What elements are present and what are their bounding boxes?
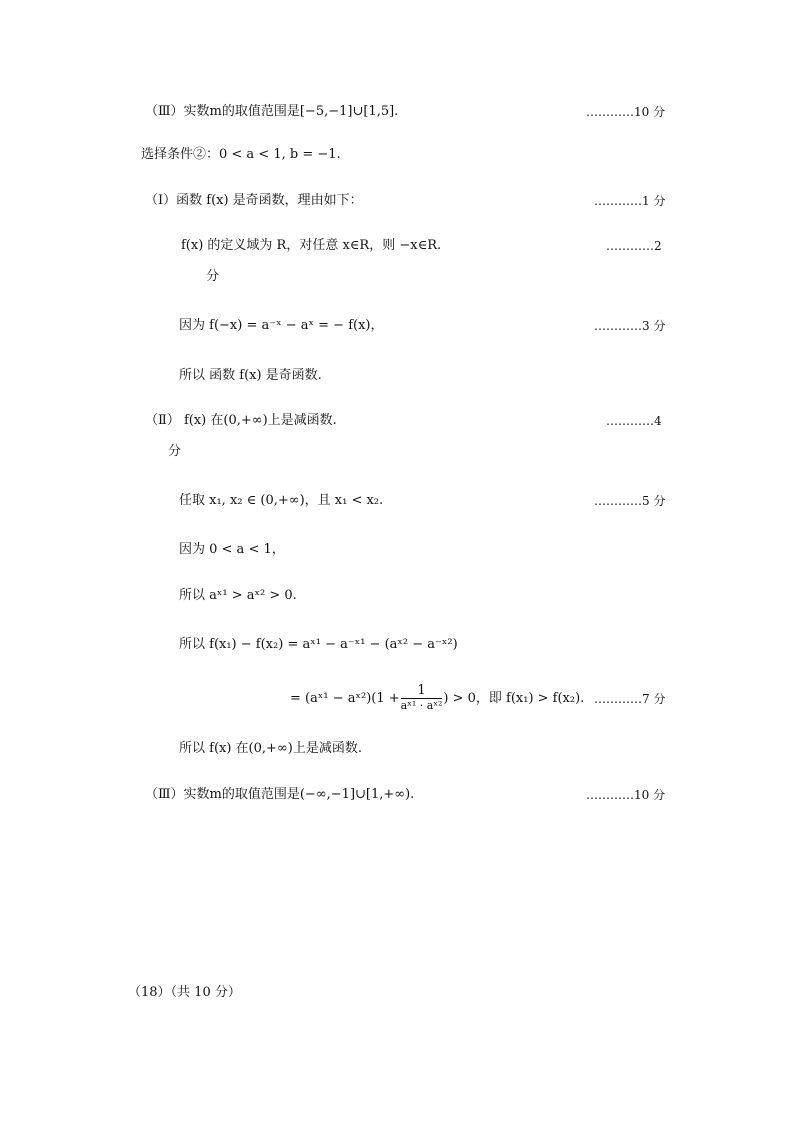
difference-line: 所以 f(x₁) − f(x₂) = aˣ¹ − a⁻ˣ¹ − (aˣ² − a⁻ˣ²) (179, 637, 458, 652)
score-5: …………5 分 (594, 494, 666, 508)
part2-heading: （Ⅱ） f(x) 在(0,+∞)上是减函数. (145, 413, 337, 428)
score-10-a: …………10 分 (586, 105, 666, 119)
score-4-unit: 分 (168, 444, 182, 459)
part1-heading: （Ⅰ）函数 f(x) 是奇函数，理由如下： (145, 193, 363, 208)
equation-after: ) > 0，即 f(x₁) > f(x₂). (443, 691, 585, 706)
take-x-line: 任取 x₁, x₂ ∈ (0,+∞)，且 x₁ < x₂. (179, 493, 384, 508)
domain-line: f(x) 的定义域为 R，对任意 x∈R，则 −x∈R. (181, 238, 442, 253)
score-3: …………3 分 (594, 319, 666, 333)
decreasing-conclusion-line: 所以 f(x) 在(0,+∞)上是减函数. (179, 741, 362, 756)
part3-range-line-a: （Ⅲ）实数m的取值范围是[−5,−1]∪[1,5]. (145, 104, 399, 119)
fraction-denominator: aˣ¹ · aˣ² (400, 699, 443, 712)
fraction-numerator: 1 (401, 684, 443, 699)
part3-range-line-b: （Ⅲ）实数m的取值范围是(−∞,−1]∪[1,+∞). (145, 787, 415, 802)
score-2: …………2 (606, 239, 662, 253)
equation-before: = (aˣ¹ − aˣ²)(1 + (290, 691, 400, 706)
power-compare-line: 所以 aˣ¹ > aˣ² > 0. (179, 588, 297, 603)
equation-line (290, 684, 584, 714)
choose-condition-line: 选择条件②：0 < a < 1, b = −1. (141, 147, 341, 162)
because-odd-line: 因为 f(−x) = a⁻ˣ − aˣ = − f(x)， (179, 318, 384, 333)
score-2-unit: 分 (206, 269, 220, 284)
score-10-b: …………10 分 (586, 788, 666, 802)
score-4: …………4 (606, 414, 662, 428)
fraction (401, 684, 443, 713)
because-a-line: 因为 0 < a < 1， (179, 542, 285, 557)
score-7: …………7 分 (594, 692, 666, 706)
score-1: …………1 分 (594, 194, 666, 208)
question-18-heading: （18）（共 10 分） (128, 985, 241, 1000)
odd-conclusion-line: 所以 函数 f(x) 是奇函数. (179, 368, 322, 383)
